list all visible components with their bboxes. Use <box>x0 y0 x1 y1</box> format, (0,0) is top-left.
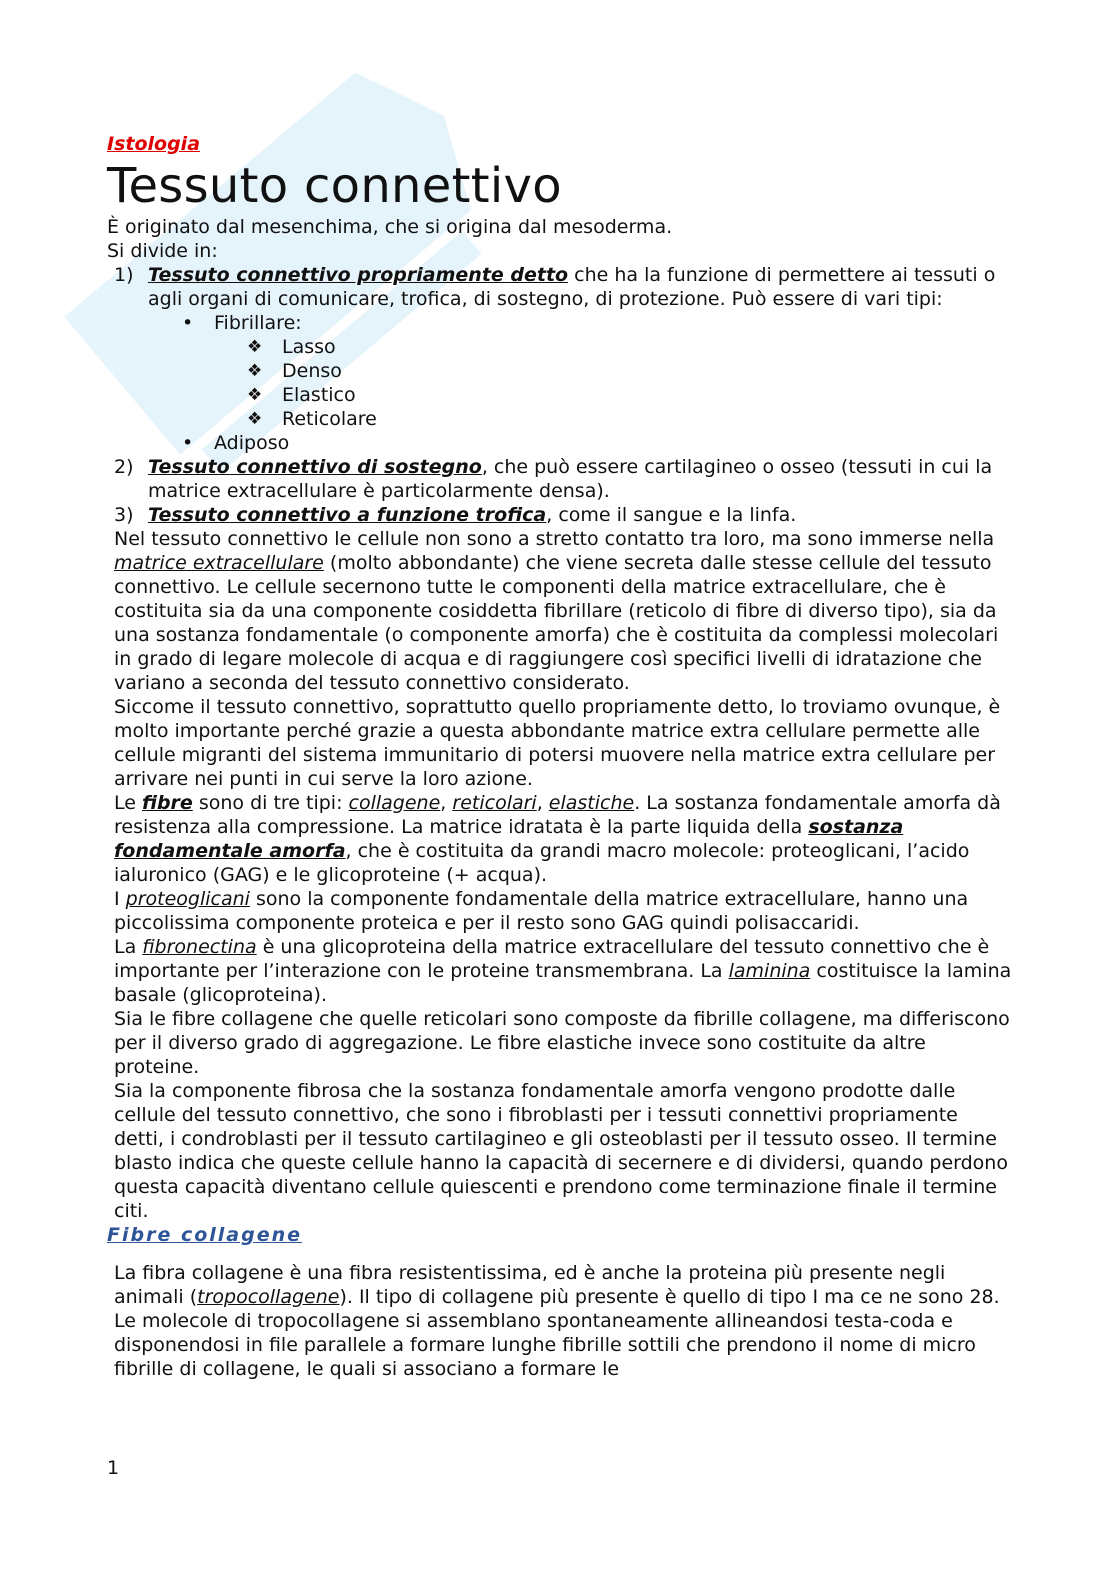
term-highlight: sostanza fondamentale amorfa <box>114 816 904 862</box>
paragraph <box>107 527 1012 695</box>
text-run: sono la componente fondamentale della matrice extracellulare, hanno una piccolissima componente proteica e per il resto sono GAG quindi polisaccaridi. <box>114 888 969 934</box>
intro-line: È originato dal mesenchima, che si origina dal mesoderma. <box>107 216 673 238</box>
item-number: 2) <box>114 456 134 478</box>
paragraph: Sia la componente fibrosa che la sostanza fondamentale amorfa vengono prodotte dalle cellule del tessuto connettivo, che sono i fibroblasti per i tessuti connettivi propriamente detti, i condroblasti per il tessuto cartilagineo e gli osteoblasti per il tessuto osseo. Il termine blasto indica che queste cellule hanno la capacità di secernere e di dividersi, quando perdono questa capacità diventano cellule quiescenti e prendono come terminazione finale il termine citi. <box>114 1080 1008 1222</box>
bullet-text: Adiposo <box>214 432 290 454</box>
item-number: 3) <box>114 504 134 526</box>
bullet-item <box>107 431 1012 455</box>
term-underlined: proteoglicani <box>125 888 250 910</box>
diamond-bullet-icon: ❖ <box>247 385 263 405</box>
text-run: La <box>114 936 143 958</box>
sub-bullet-text: Denso <box>282 360 342 382</box>
term-highlight: fibre <box>141 792 193 814</box>
text-run: . La sostanza fondamentale amorfa dà resistenza alla compressione. La matrice idratata è la parte liquida della <box>114 792 1001 838</box>
sub-bullet-item <box>107 383 1012 407</box>
sub-bullet-item <box>107 407 1012 431</box>
intro-line: Si divide in: <box>107 240 218 262</box>
subsection-heading: Fibre collagene <box>107 1224 303 1246</box>
numbered-item <box>107 503 1012 527</box>
term-underlined: reticolari <box>452 792 537 814</box>
term-highlight: Tessuto connettivo a funzione trofica <box>148 504 547 526</box>
sub-bullet-text: Elastico <box>282 384 356 406</box>
term-underlined: laminina <box>728 960 811 982</box>
bullet-disc-icon: • <box>182 432 194 454</box>
term-underlined: elastiche <box>548 792 635 814</box>
paragraph <box>107 935 1012 1007</box>
numbered-item <box>107 263 1012 311</box>
text-run: Nel tessuto connettivo le cellule non sono a stretto contatto tra loro, ma sono immerse nella <box>114 528 995 550</box>
section-label: Istologia <box>107 133 201 155</box>
item-text: , come il sangue e la linfa. <box>546 504 797 526</box>
text-run: (molto abbondante) che viene secreta dalle stesse cellule del tessuto connettivo. Le cellule secernono tutte le componenti della matrice extracellulare, che è costituita sia da una componente cosiddetta fibrillare (reticolo di fibre di diverso tipo), sia da una sostanza fondamentale (o componente amorfa) che è costituita da complessi molecolari in grado di legare molecole di acqua e di raggiungere così specifici livelli di idratazione che variano a seconda del tessuto connettivo considerato. <box>114 552 999 694</box>
text-run: è una glicoproteina della matrice extracellulare del tessuto connettivo che è importante per l’interazione con le proteine transmembrana. La <box>114 936 990 982</box>
term-highlight: Tessuto connettivo di sostegno <box>148 456 482 478</box>
term-underlined: matrice extracellulare <box>114 552 324 574</box>
term-underlined: collagene <box>348 792 441 814</box>
text-run: sono di tre tipi: <box>192 792 349 814</box>
page-title: Tessuto connettivo <box>107 158 562 214</box>
text-run: , che è costituita da grandi macro molecole: proteoglicani, l’acido ialuronico (GAG) e le glicoproteine (+ acqua). <box>114 840 970 886</box>
page-number: 1 <box>107 1457 120 1479</box>
diamond-bullet-icon: ❖ <box>247 409 263 429</box>
sub-bullet-item <box>107 359 1012 383</box>
term-underlined: fibronectina <box>142 936 257 958</box>
text-run: Le <box>114 792 142 814</box>
bullet-disc-icon: • <box>182 312 194 334</box>
numbered-item <box>107 455 1012 503</box>
bullet-item <box>107 311 1012 335</box>
text-run: I <box>114 888 126 910</box>
paragraph: Sia le fibre collagene che quelle reticolari sono composte da fibrille collagene, ma differiscono per il diverso grado di aggregazione. Le fibre elastiche invece sono costituite da altre proteine. <box>114 1008 1010 1078</box>
paragraph <box>107 791 1012 887</box>
text-run: , <box>536 792 549 814</box>
item-text: , che può essere cartilagineo o osseo (tessuti in cui la matrice extracellulare è particolarmente densa). <box>148 456 993 502</box>
sub-bullet-item <box>107 335 1012 359</box>
document-body <box>107 131 1012 1381</box>
term-underlined: tropocollagene <box>197 1286 340 1308</box>
item-number: 1) <box>114 264 134 286</box>
text-run: costituisce la lamina basale (glicoproteina). <box>114 960 1012 1006</box>
item-text: che ha la funzione di permettere ai tessuti o agli organi di comunicare, trofica, di sostegno, di protezione. Può essere di vari tipi: <box>148 264 996 310</box>
bullet-text: Fibrillare: <box>214 312 302 334</box>
text-run: , <box>440 792 453 814</box>
text-run: La fibra collagene è una fibra resistentissima, ed è anche la proteina più presente negli animali ( <box>114 1262 946 1308</box>
paragraph: Siccome il tessuto connettivo, soprattutto quello propriamente detto, lo troviamo ovunque, è molto importante perché grazie a questa abbondante matrice extra cellulare permette alle cellule migranti del sistema immunitario di potersi muovere nella matrice extra cellulare per arrivare nei punti in cui serve la loro azione. <box>114 696 1001 790</box>
paragraph <box>107 887 1012 935</box>
sub-bullet-text: Lasso <box>282 336 336 358</box>
text-run: ). Il tipo di collagene più presente è quello di tipo I ma ce ne sono 28. Le molecole di tropocollagene si assemblano spontaneamente allineandosi testa-coda e disponendosi in file parallele a formare lunghe fibrille sottili che prendono il nome di micro fibrille di collagene, le quali si associano a formare le <box>114 1286 1000 1380</box>
diamond-bullet-icon: ❖ <box>247 361 263 381</box>
paragraph <box>107 1261 1012 1381</box>
diamond-bullet-icon: ❖ <box>247 337 263 357</box>
term-highlight: Tessuto connettivo propriamente detto <box>148 264 569 286</box>
sub-bullet-text: Reticolare <box>282 408 377 430</box>
